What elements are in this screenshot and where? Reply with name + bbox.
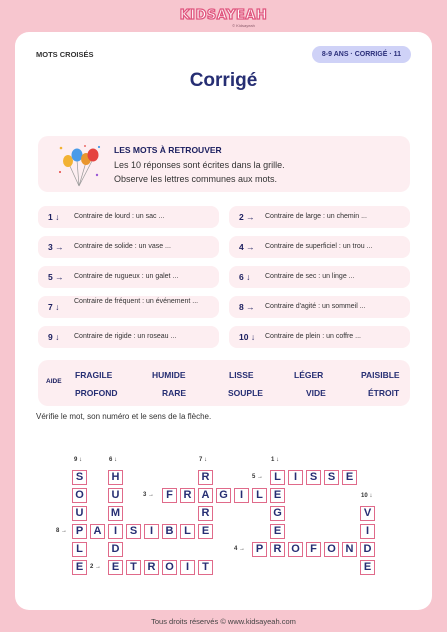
- grid-cell: U: [108, 488, 123, 503]
- clue-number: 5 →: [48, 272, 64, 282]
- grid-cell: G: [270, 506, 285, 521]
- grid-cell: I: [144, 524, 159, 539]
- logo-text: KIDSAYEAH: [179, 8, 268, 23]
- clue-8: [229, 296, 410, 318]
- grid-cell: S: [126, 524, 141, 539]
- clue-text: Contraire de fréquent : un événement ...: [74, 298, 199, 305]
- grid-cell: O: [72, 488, 87, 503]
- grid-cell: E: [72, 560, 87, 575]
- clue-text: Contraire de solide : un vase ...: [74, 243, 171, 250]
- grid-cell: F: [162, 488, 177, 503]
- grid-cell: D: [108, 542, 123, 557]
- grid-cell: I: [180, 560, 195, 575]
- clue-1: [38, 206, 219, 228]
- grid-cell: A: [198, 488, 213, 503]
- clue-2: [229, 206, 410, 228]
- clue-label-3: 3 →: [143, 492, 155, 498]
- clue-label-7: 7 ↓: [199, 457, 208, 463]
- intro-line-1: Les 10 réponses sont écrites dans la grille.: [114, 160, 285, 170]
- grid-cell: I: [234, 488, 249, 503]
- grid-cell: R: [144, 560, 159, 575]
- grid-cell: F: [306, 542, 321, 557]
- grid-cell: O: [162, 560, 177, 575]
- grid-cell: R: [198, 506, 213, 521]
- clue-10: [229, 326, 410, 348]
- clue-label-4: 4 →: [234, 546, 246, 552]
- clue-text: Contraire de rigide : un roseau ...: [74, 333, 177, 340]
- help-word: SOUPLE: [228, 388, 263, 398]
- grid-cell: R: [180, 488, 195, 503]
- help-word: VIDE: [306, 388, 326, 398]
- clue-number: 4 →: [239, 242, 255, 252]
- clue-number: 3 →: [48, 242, 64, 252]
- intro-heading: LES MOTS À RETROUVER: [114, 145, 222, 155]
- clue-label-2: 2 →: [90, 564, 102, 570]
- clue-number: 1 ↓: [48, 212, 60, 222]
- grid-cell: E: [342, 470, 357, 485]
- grid-cell: M: [108, 506, 123, 521]
- clue-6: [229, 266, 410, 288]
- grid-cell: S: [306, 470, 321, 485]
- clue-text: Contraire de plein : un coffre ...: [265, 333, 361, 340]
- grid-cell: L: [180, 524, 195, 539]
- grid-cell: U: [72, 506, 87, 521]
- clue-7: [38, 296, 219, 318]
- clue-label-9: 9 ↓: [74, 457, 83, 463]
- grid-cell: E: [198, 524, 213, 539]
- grid-cell: O: [288, 542, 303, 557]
- clue-number: 2 →: [239, 212, 255, 222]
- clue-text: Contraire de lourd : un sac ...: [74, 213, 165, 220]
- instructions: Vérifie le mot, son numéro et le sens de la flèche.: [36, 412, 212, 421]
- clue-text: Contraire de sec : un linge ...: [265, 273, 355, 280]
- clue-text: Contraire de large : un chemin ...: [265, 213, 367, 220]
- clue-5: [38, 266, 219, 288]
- help-word: HUMIDE: [152, 370, 186, 380]
- grid-cell: L: [72, 542, 87, 557]
- clue-text: Contraire de superficiel : un trou ...: [265, 243, 373, 250]
- grid-cell: V: [360, 506, 375, 521]
- logo-subtitle: © Kidsayeah: [232, 23, 255, 28]
- grid-cell: H: [108, 470, 123, 485]
- grid-cell: L: [252, 488, 267, 503]
- clue-text: Contraire de rugueux : un galet ...: [74, 273, 179, 280]
- clue-3: [38, 236, 219, 258]
- clue-label-1: 1 ↓: [271, 457, 280, 463]
- grid-cell: B: [162, 524, 177, 539]
- section-label: MOTS CROISÉS: [36, 50, 94, 59]
- clue-number: 10 ↓: [239, 332, 256, 342]
- clue-number: 7 ↓: [48, 302, 60, 312]
- grid-cell: T: [126, 560, 141, 575]
- grid-cell: I: [360, 524, 375, 539]
- clue-label-10: 10 ↓: [361, 493, 373, 499]
- help-label: AIDE: [46, 378, 62, 385]
- intro-box: [38, 136, 410, 192]
- grid-cell: P: [72, 524, 87, 539]
- clue-number: 9 ↓: [48, 332, 60, 342]
- help-box: [38, 360, 410, 406]
- clue-number: 6 ↓: [239, 272, 251, 282]
- grid-cell: G: [216, 488, 231, 503]
- grid-cell: E: [270, 488, 285, 503]
- grid-cell: N: [342, 542, 357, 557]
- grid-cell: I: [288, 470, 303, 485]
- clue-text: Contraire d'agité : un sommeil ...: [265, 303, 366, 310]
- intro-line-2: Observe les lettres communes aux mots.: [114, 174, 278, 184]
- help-word: FRAGILE: [75, 370, 113, 380]
- help-word: PROFOND: [75, 388, 118, 398]
- clue-9: [38, 326, 219, 348]
- clue-label-5: 5 →: [252, 474, 264, 480]
- balloons-icon: [55, 142, 103, 188]
- help-word: ÉTROIT: [368, 388, 400, 398]
- clue-label-6: 6 ↓: [109, 457, 118, 463]
- grid-cell: L: [270, 470, 285, 485]
- grid-cell: E: [108, 560, 123, 575]
- help-word: PAISIBLE: [361, 370, 400, 380]
- clue-4: [229, 236, 410, 258]
- grid-cell: A: [90, 524, 105, 539]
- grid-cell: S: [72, 470, 87, 485]
- grid-cell: O: [324, 542, 339, 557]
- help-word: RARE: [162, 388, 187, 398]
- grid-cell: E: [360, 560, 375, 575]
- logo: [0, 6, 447, 28]
- grid-cell: R: [270, 542, 285, 557]
- level-badge: 8-9 ANS · CORRIGÉ · 11: [312, 46, 411, 63]
- help-word: LÉGER: [294, 370, 324, 380]
- footer-copyright: Tous droits réservés © www.kidsayeah.com: [151, 617, 296, 626]
- page-title: Corrigé: [189, 70, 258, 91]
- grid-cell: S: [324, 470, 339, 485]
- grid-cell: E: [270, 524, 285, 539]
- grid-cell: T: [198, 560, 213, 575]
- clue-number: 8 →: [239, 302, 255, 312]
- grid-cell: P: [252, 542, 267, 557]
- help-word: LISSE: [229, 370, 254, 380]
- grid-cell: R: [198, 470, 213, 485]
- clue-label-8: 8 →: [56, 528, 68, 534]
- grid-cell: I: [108, 524, 123, 539]
- grid-cell: D: [360, 542, 375, 557]
